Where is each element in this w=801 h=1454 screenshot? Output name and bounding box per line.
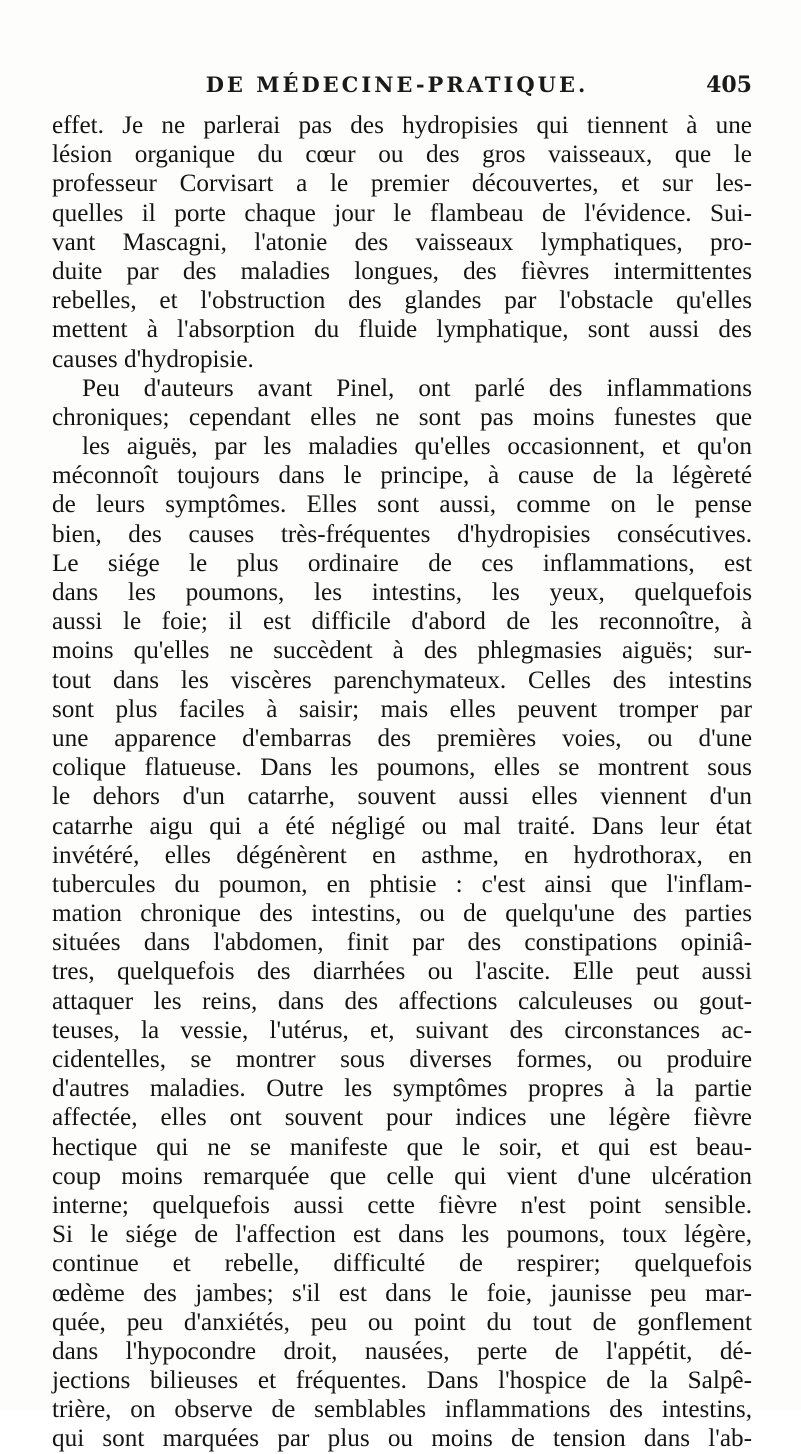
text-line: tres, quelquefois des diarrhées ou l'ascite. Elle peut aussi [52, 958, 752, 986]
text-line: situées dans l'abdomen, finit par des constipations opiniâ- [52, 929, 752, 957]
text-line: quelles il porte chaque jour le flambeau de l'évidence. Sui- [52, 199, 752, 227]
page-number: 405 [706, 72, 752, 98]
text-line: causes d'hydropisie. [52, 345, 254, 373]
text-line: sont plus faciles à saisir; mais elles peuvent tromper par [52, 695, 752, 723]
text-line: œdème des jambes; s'il est dans le foie, jaunisse peu mar- [52, 1279, 752, 1307]
running-title: DE MÉDECINE-PRATIQUE. [205, 72, 589, 97]
text-line: professeur Corvisart a le premier découvertes, et sur les- [52, 170, 752, 198]
text-line: coup moins remarquée que celle qui vient d'une ulcération [52, 1162, 752, 1190]
text-line: mation chronique des intestins, ou de quelqu'une des parties [52, 900, 752, 928]
text-line: aussi le foie; il est difficile d'abord de les reconnoître, à [52, 608, 752, 636]
text-line: interne; quelquefois aussi cette fièvre n'est point sensible. [52, 1191, 752, 1219]
text-line: continue et rebelle, difficulté de respirer; quelquefois [52, 1250, 752, 1278]
text-line: moins qu'elles ne succèdent à des phlegmasies aiguës; sur- [52, 637, 752, 665]
text-line: rebelles, et l'obstruction des glandes par l'obstacle qu'elles [52, 287, 752, 315]
text-line: jections bilieuses et fréquentes. Dans l'hospice de la Salpê- [52, 1367, 752, 1395]
running-head [52, 72, 752, 106]
text-line: cidentelles, se montrer sous diverses formes, ou produire [52, 1046, 752, 1073]
text-line: dans les poumons, les intestins, les yeux, quelquefois [52, 579, 752, 606]
text-line: vant Mascagni, l'atonie des vaisseaux lymphatiques, pro- [52, 228, 752, 256]
text-line: Si le siége de l'affection est dans les poumons, toux légère, [52, 1221, 752, 1249]
text-line: les aiguës, par les maladies qu'elles occasionnent, et qu'on [82, 433, 752, 461]
text-line: quée, peu d'anxiétés, peu ou point du tout de gonflement [52, 1308, 752, 1336]
text-line: bien, des causes très-fréquentes d'hydropisies consécutives. [52, 520, 752, 548]
text-line: duite par des maladies longues, des fièvres intermittentes [52, 257, 752, 285]
text-line: dans l'hypocondre droit, nausées, perte de l'appétit, dé- [52, 1337, 752, 1365]
text-line: Le siége le plus ordinaire de ces inflammations, est [52, 549, 752, 577]
text-line: attaquer les reins, dans des affections calculeuses ou gout- [52, 987, 752, 1015]
text-line: Peu d'auteurs avant Pinel, ont parlé des inflammations [82, 374, 752, 402]
text-line: colique flatueuse. Dans les poumons, elles se montrent sous [52, 754, 752, 782]
text-line: le dehors d'un catarrhe, souvent aussi elles viennent d'un [52, 783, 752, 811]
text-line: lésion organique du cœur ou des gros vaisseaux, que le [52, 141, 752, 169]
text-line: chroniques; cependant elles ne sont pas moins funestes que [52, 403, 752, 431]
text-line: d'autres maladies. Outre les symptômes propres à la partie [52, 1075, 752, 1103]
text-line: effet. Je ne parlerai pas des hydropisies qui tiennent à une [52, 112, 752, 139]
text-line: mettent à l'absorption du fluide lymphatique, sont aussi des [52, 316, 752, 344]
text-line: invétéré, elles dégénèrent en asthme, en hydrothorax, en [52, 841, 752, 869]
text-line: tubercules du poumon, en phtisie : c'est ainsi que l'inflam- [52, 870, 752, 898]
text-line: une apparence d'embarras des premières voies, ou d'une [52, 724, 752, 752]
text-line: affectée, elles ont souvent pour indices une légère fièvre [52, 1104, 752, 1132]
text-line: catarrhe aigu qui a été négligé ou mal traité. Dans leur état [52, 812, 752, 840]
text-line: de leurs symptômes. Elles sont aussi, comme on le pense [52, 491, 752, 519]
text-line: qui sont marquées par plus ou moins de tension dans l'ab- [52, 1425, 752, 1453]
text-line: tout dans les viscères parenchymateux. Celles des intestins [52, 666, 752, 694]
text-line: teuses, la vessie, l'utérus, et, suivant des circonstances ac- [52, 1016, 752, 1044]
text-line: trière, on observe de semblables inflammations des intestins, [52, 1396, 752, 1424]
text-line: méconnoît toujours dans le principe, à cause de la légèreté [52, 462, 752, 490]
text-line: hectique qui ne se manifeste que le soir, et qui est beau- [52, 1133, 752, 1161]
body-text [52, 111, 752, 1454]
